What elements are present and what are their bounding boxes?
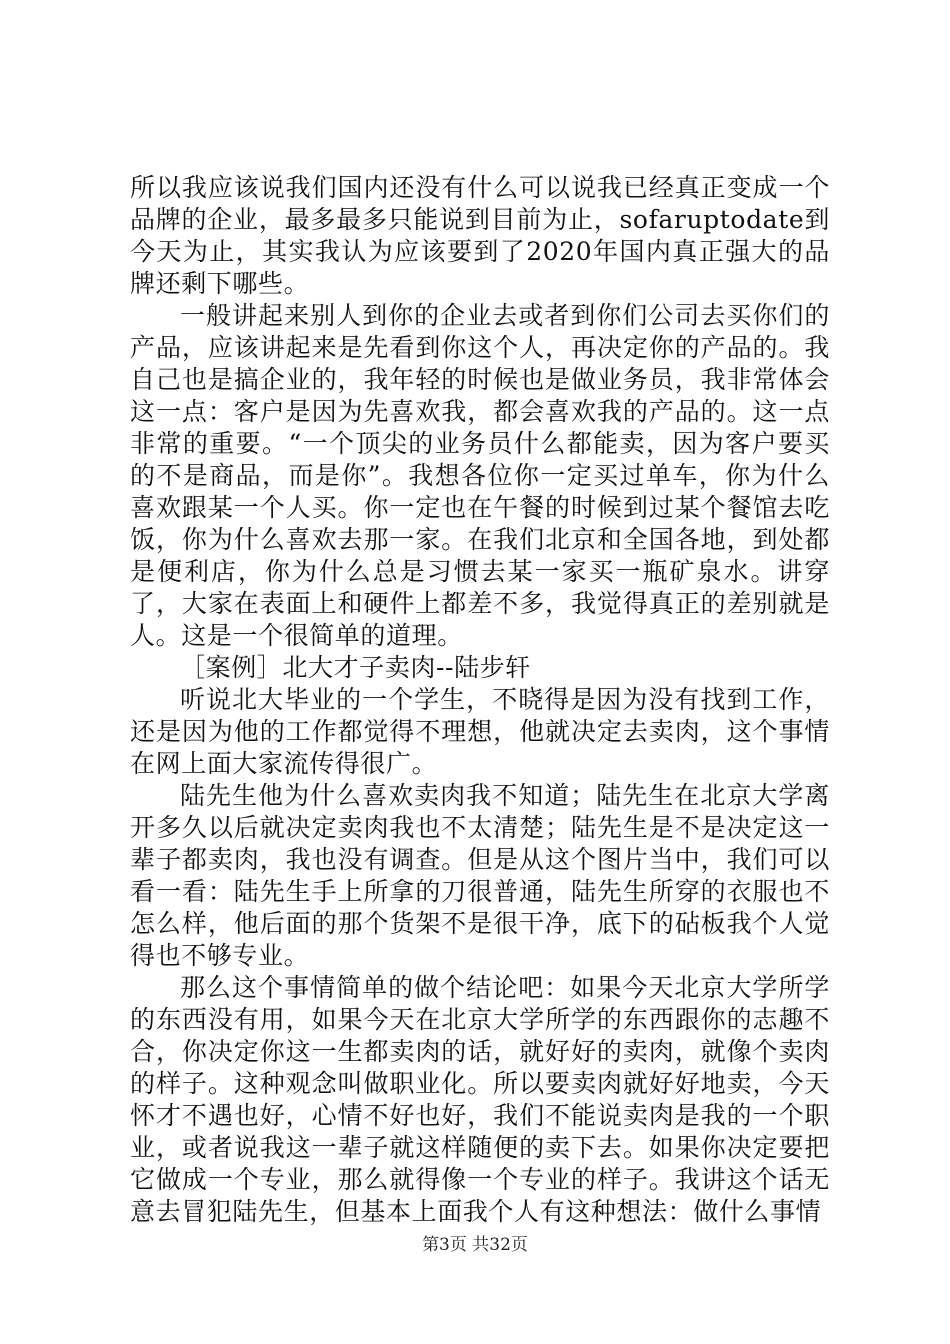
page-footer: 第3页 共32页 (422, 1235, 528, 1255)
paragraph-continuation: 所以我应该说我们国内还没有什么可以说我已经真正变成一个品牌的企业，最多最多只能说到目前为止，sofaruptodate到今天为止，其实我认为应该要到了2020年国内真正强大的品牌还剩下哪些。 (130, 173, 830, 298)
paragraph-conclusion: 那么这个事情简单的做个结论吧：如果今天北京大学所学的东西没有用，如果今天在北京大学所学的东西跟你的志趣不合，你决定你这一生都卖肉的话，就好好的卖肉，就像个卖肉的样子。这种观念叫做职业化。所以要卖肉就好好地卖，今天怀才不遇也好，心情不好也好，我们不能说卖肉是我的一个职业，或者说我这一辈子就这样随便的卖下去。如果你决定要把它做成一个专业，那么就得像一个专业的样子。我讲这个话无意去冒犯陆先生，但基本上面我个人有这种想法：做什么事情 (130, 973, 830, 1226)
paragraph-case-details: 陆先生他为什么喜欢卖肉我不知道；陆先生在北京大学离开多久以后就决定卖肉我也不太清楚；陆先生是不是决定这一辈子都卖肉，我也没有调查。但是从这个图片当中，我们可以看一看：陆先生手上所拿的刀很普通，陆先生所穿的衣服也不怎么样，他后面的那个货架不是很干净，底下的砧板我个人觉得也不够专业。 (130, 781, 830, 970)
document-body (130, 172, 830, 1228)
paragraph-case-intro: 听说北大毕业的一个学生，不晓得是因为没有找到工作，还是因为他的工作都觉得不理想，他就决定去卖肉，这个事情在网上面大家流传得很广。 (130, 685, 830, 778)
paragraph-customer-relationship: 一般讲起来别人到你的企业去或者到你们公司去买你们的产品，应该讲起来是先看到你这个人，再决定你的产品的。我自己也是搞企业的，我年轻的时候也是做业务员，我非常体会这一点：客户是因为先喜欢我，都会喜欢我的产品的。这一点非常的重要。“一个顶尖的业务员什么都能卖，因为客户要买的不是商品，而是你”。我想各位你一定买过单车，你为什么喜欢跟某一个人买。你一定也在午餐的时候到过某个餐馆去吃饭，你为什么喜欢去那一家。在我们北京和全国各地，到处都是便利店，你为什么总是习惯去某一家买一瓶矿泉水。讲穿了，大家在表面上和硬件上都差不多，我觉得真正的差别就是人。这是一个很简单的道理。 (130, 301, 830, 650)
case-heading: ［案例］北大才子卖肉--陆步轩 (180, 653, 531, 682)
